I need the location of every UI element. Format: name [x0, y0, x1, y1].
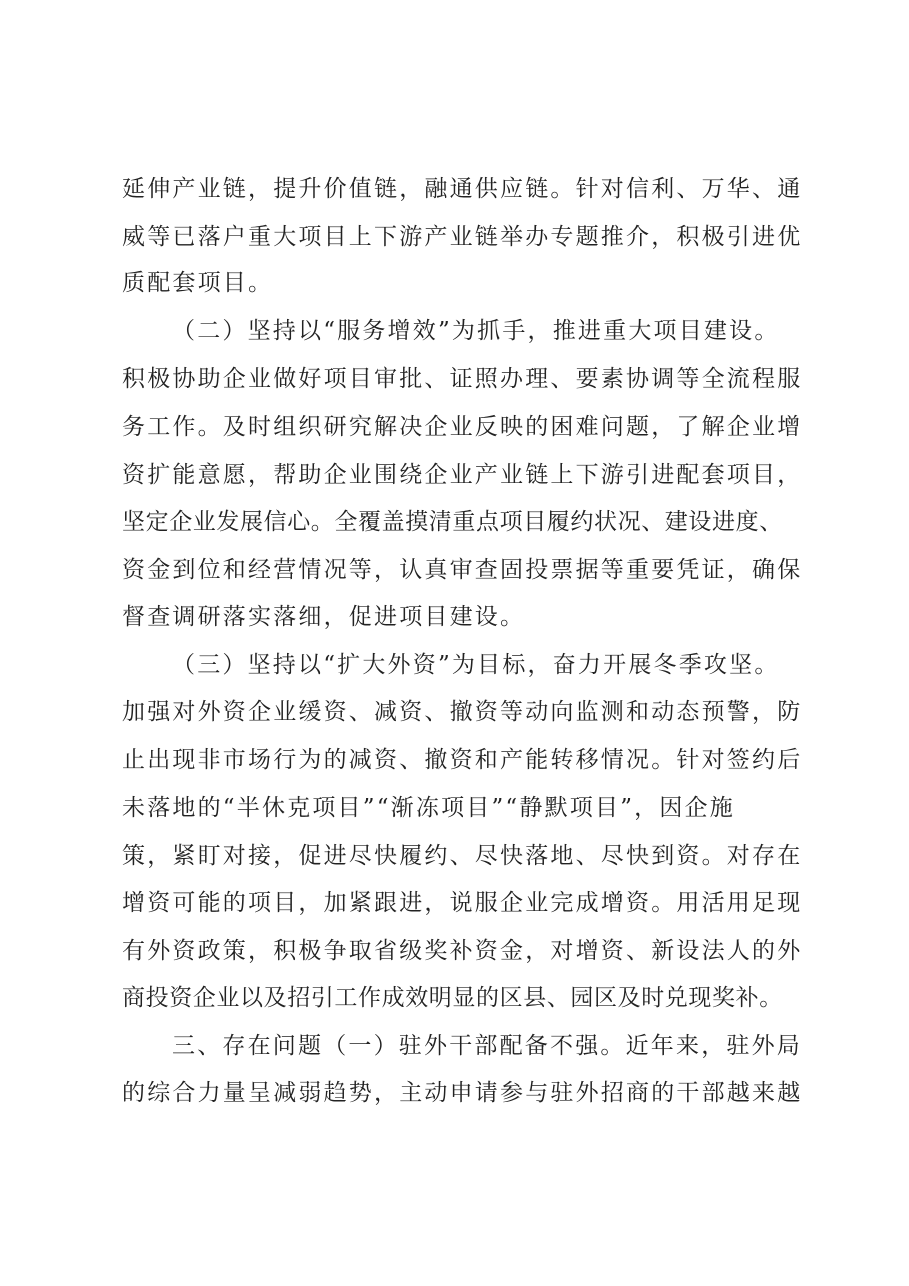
paragraph-line: 务工作。及时组织研究解决企业反映的困难问题，了解企业增	[122, 414, 803, 440]
section-heading: 三、存在问题（一）驻外干部配备不强。近年来，驻外局	[172, 1033, 802, 1059]
section-heading: （三）坚持以“扩大外资”为目标，奋力开展冬季攻坚。	[172, 652, 780, 678]
paragraph-line: 有外资政策，积极争取省级奖补资金，对增资、新设法人的外	[122, 938, 803, 964]
paragraph-line: 加强对外资企业缓资、减资、撤资等动向监测和动态预警，防	[122, 699, 803, 725]
paragraph-line: 的综合力量呈减弱趋势，主动申请参与驻外招商的干部越来越	[122, 1080, 803, 1106]
paragraph-line: 商投资企业以及招引工作成效明显的区县、园区及时兑现奖补。	[122, 985, 783, 1011]
paragraph-line: 资扩能意愿，帮助企业围绕企业产业链上下游引进配套项目，	[122, 462, 803, 488]
paragraph-line: 策，紧盯对接，促进尽快履约、尽快落地、尽快到资。对存在	[122, 843, 803, 869]
paragraph-line: 威等已落户重大项目上下游产业链举办专题推介，积极引进优	[122, 224, 803, 250]
paragraph-line: 资金到位和经营情况等，认真审查固投票据等重要凭证，确保	[122, 557, 803, 583]
paragraph-line: 督查调研落实落细，促进项目建设。	[122, 604, 526, 630]
paragraph-line: 未落地的“半休克项目”“渐冻项目”“静默项目”，因企施	[122, 795, 735, 821]
paragraph-line: 质配套项目。	[122, 270, 274, 296]
paragraph-line: 增资可能的项目，加紧跟进，说服企业完成增资。用活用足现	[122, 890, 803, 916]
paragraph-line: 延伸产业链，提升价值链，融通供应链。针对信利、万华、通	[122, 176, 803, 202]
paragraph-line: 积极协助企业做好项目审批、证照办理、要素协调等全流程服	[122, 366, 803, 392]
section-heading: （二）坚持以“服务增效”为抓手，推进重大项目建设。	[172, 318, 780, 344]
paragraph-line: 坚定企业发展信心。全覆盖摸清重点项目履约状况、建设进度、	[122, 509, 783, 535]
paragraph-line: 止出现非市场行为的减资、撤资和产能转移情况。针对签约后	[122, 747, 803, 773]
